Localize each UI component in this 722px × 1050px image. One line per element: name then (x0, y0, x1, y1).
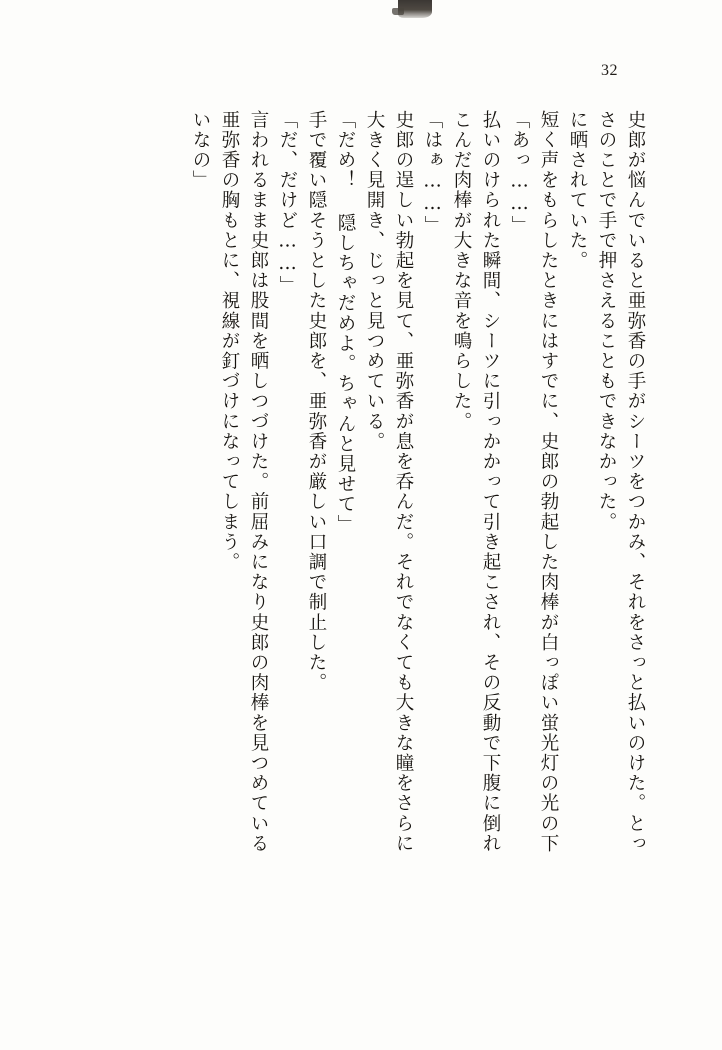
scan-smudge-artifact (398, 0, 432, 18)
text-column: 「あっ……」 (509, 110, 530, 236)
text-column: に晒されていた。 (567, 110, 588, 271)
text-column: 短く声をもらしたときにはすでに、史郎の勃起した肉棒が白っぽい蛍光灯の光の下 (538, 110, 559, 854)
text-column: 払いのけられた瞬間、シーツに引っかかって引き起こされ、その反動で下腹に倒れ (480, 110, 501, 854)
text-column: 史郎が悩んでいると亜弥香の手がシーツをつかみ、それをさっと払いのけた。とっ (625, 110, 646, 854)
text-column: いなの」 (190, 110, 211, 191)
text-column: さのことで手で押さえることもできなかった。 (596, 110, 617, 533)
text-column: 手で覆い隠そうとした史郎を、亜弥香が厳しい口調で制止した。 (306, 110, 327, 693)
text-column: 大きく見開き、じっと見つめている。 (364, 110, 385, 452)
text-column: 亜弥香の胸もとに、視線が釘づけになってしまう。 (219, 110, 240, 573)
page-number: 32 (601, 62, 618, 79)
text-column: 言われるまま史郎は股間を晒しつづけた。前屈みになり史郎の肉棒を見つめている (248, 110, 269, 854)
vertical-text-block (86, 110, 644, 950)
text-column: 史郎の逞しい勃起を見て、亜弥香が息を呑んだ。それでなくても大きな瞳をさらに (393, 110, 414, 854)
text-column: こんだ肉棒が大きな音を鳴らした。 (451, 110, 472, 432)
text-column: 「はぁ……」 (422, 110, 443, 236)
text-column: 「だ、だけど……」 (277, 110, 298, 296)
text-column: 「だめ！ 隠しちゃだめよ。ちゃんと見せて」 (335, 110, 356, 535)
